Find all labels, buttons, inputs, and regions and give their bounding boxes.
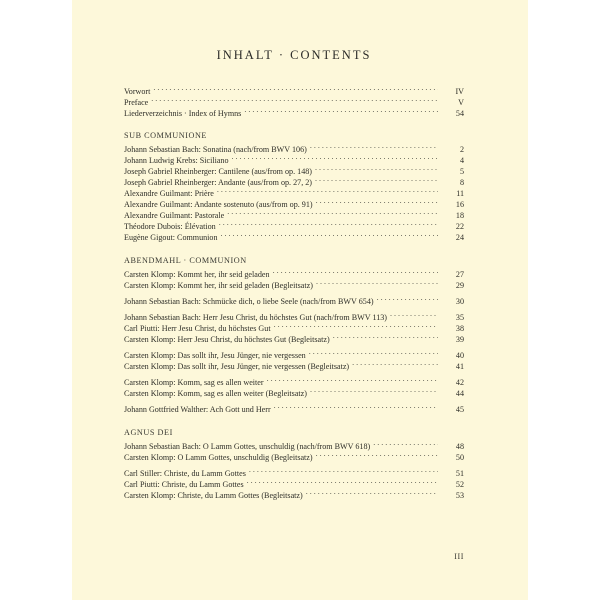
leader-dots [221, 229, 438, 240]
page-title: INHALT · CONTENTS [216, 48, 372, 62]
toc-entry-label: Johann Sebastian Bach: Herr Jesu Christ, du höchstes Gut (nach/from BWV 113) [124, 313, 387, 322]
leader-dots [227, 207, 438, 218]
toc-entry-label: Carsten Klomp: Christe, du Lamm Gottes (Begleitsatz) [124, 491, 303, 500]
toc-entry-page-number: 5 [459, 167, 464, 176]
toc-entry-page-number: 38 [455, 324, 464, 333]
toc-entry-label: Carsten Klomp: Herr Jesu Christ, du höchstes Gut (Begleitsatz) [124, 335, 330, 344]
leader-dots [390, 309, 438, 320]
leader-dots [310, 141, 438, 152]
toc-entry[interactable] [124, 438, 464, 449]
toc-entry-page-number: 2 [459, 145, 464, 154]
leader-dots [274, 401, 438, 412]
toc-entry-label: Carsten Klomp: Komm, sag es allen weiter [124, 378, 264, 387]
toc-entry-page-number: 11 [456, 189, 464, 198]
toc-entry[interactable] [124, 83, 464, 94]
toc-entry-page-number: 44 [455, 389, 464, 398]
toc-entry-label: Carsten Klomp: Kommt her, ihr seid geladen (Begleitsatz) [124, 281, 313, 290]
toc-entry-page-number: 29 [455, 281, 464, 290]
leader-dots [249, 465, 438, 476]
toc-entry-label: Carsten Klomp: Das sollt ihr, Jesu Jünger, nie vergessen [124, 351, 306, 360]
leader-dots [373, 438, 438, 449]
toc-entry-label: Carl Piutti: Herr Jesu Christ, du höchstes Gut [124, 324, 271, 333]
toc-entry-page-number: 24 [455, 233, 464, 242]
leader-dots [352, 358, 438, 369]
toc-entry-page-number: 4 [459, 156, 464, 165]
toc-entry-page-number: 52 [455, 480, 464, 489]
leader-dots [153, 83, 438, 94]
toc-entry-label: Alexandre Guilmant: Andante sostenuto (aus/from op. 91) [124, 200, 313, 209]
toc-entry-page-number: 51 [455, 469, 464, 478]
toc-content [124, 0, 464, 600]
toc-entry-page-number: 39 [455, 335, 464, 344]
toc-entry-label: Carsten Klomp: O Lamm Gottes, unschuldig (Begleitsatz) [124, 453, 313, 462]
toc-entry-label: Carsten Klomp: Kommt her, ihr seid geladen [124, 270, 270, 279]
toc-entry-label: Alexandre Guilmant: Prière [124, 189, 214, 198]
section-heading: ABENDMAHL · COMMUNION [124, 256, 247, 265]
folio-number: III [454, 552, 464, 561]
toc-entry[interactable] [124, 465, 464, 476]
toc-entry-label: Johann Ludwig Krebs: Siciliano [124, 156, 229, 165]
leader-dots [273, 266, 438, 277]
section-heading: AGNUS DEI [124, 428, 173, 437]
toc-entry-page-number: 16 [455, 200, 464, 209]
toc-entry-label: Preface [124, 98, 149, 107]
leader-dots [333, 331, 438, 342]
toc-entry[interactable] [124, 94, 464, 105]
toc-entry-label: Carl Stiller: Christe, du Lamm Gottes [124, 469, 246, 478]
toc-entry-label: Johann Sebastian Bach: Sonatina (nach/from BWV 106) [124, 145, 307, 154]
leader-dots [219, 218, 438, 229]
toc-entry-page-number: 40 [455, 351, 464, 360]
toc-entry-label: Johann Gottfried Walther: Ach Gott und Herr [124, 405, 271, 414]
toc-entry-page-number: 45 [455, 405, 464, 414]
leader-dots [247, 476, 438, 487]
leader-dots [151, 94, 438, 105]
toc-entry-label: Théodore Dubois: Élévation [124, 222, 216, 231]
toc-entry-page-number: 50 [455, 453, 464, 462]
leader-dots [377, 293, 438, 304]
toc-sections [124, 130, 464, 498]
leader-dots [274, 320, 438, 331]
toc-entry-page-number: V [458, 98, 464, 107]
toc-entry-label: Carsten Klomp: Das sollt ihr, Jesu Jünger, nie vergessen (Begleitsatz) [124, 362, 350, 371]
leader-dots [267, 374, 438, 385]
toc-entry-label: Joseph Gabriel Rheinberger: Cantilene (aus/from op. 148) [124, 167, 312, 176]
leader-dots [306, 487, 438, 498]
toc-entry[interactable] [124, 309, 464, 320]
toc-entry-page-number: 48 [455, 442, 464, 451]
toc-entry-page-number: 35 [455, 313, 464, 322]
toc-entry-page-number: 30 [455, 297, 464, 306]
toc-entry-page-number: 22 [455, 222, 464, 231]
leader-dots [309, 347, 438, 358]
leader-dots [315, 163, 438, 174]
toc-entry-label: Liederverzeichnis · Index of Hymns [124, 109, 242, 118]
sheet-music-page [72, 0, 528, 600]
toc-entry-page-number: 18 [455, 211, 464, 220]
leader-dots [316, 449, 438, 460]
toc-entry[interactable] [124, 141, 464, 152]
toc-entry-label: Carl Piutti: Christe, du Lamm Gottes [124, 480, 244, 489]
toc-entry[interactable] [124, 347, 464, 358]
toc-entry-label: Carsten Klomp: Komm, sag es allen weiter (Begleitsatz) [124, 389, 307, 398]
toc-entry-page-number: 53 [455, 491, 464, 500]
leader-dots [232, 152, 438, 163]
toc-entry-page-number: 27 [455, 270, 464, 279]
toc-entry-page-number: IV [455, 87, 464, 96]
toc-entry[interactable] [124, 293, 464, 304]
toc-entry-label: Eugène Gigout: Communion [124, 233, 218, 242]
leader-dots [316, 196, 438, 207]
toc-entry[interactable] [124, 374, 464, 385]
front-matter-list [124, 83, 464, 116]
toc-entry-label: Joseph Gabriel Rheinberger: Andante (aus/from op. 27, 2) [124, 178, 312, 187]
toc-entry-label: Vorwort [124, 87, 151, 96]
toc-entry-page-number: 8 [459, 178, 464, 187]
leader-dots [244, 105, 438, 116]
section-heading: SUB COMMUNIONE [124, 131, 207, 140]
toc-entry-label: Johann Sebastian Bach: Schmücke dich, o liebe Seele (nach/from BWV 654) [124, 297, 374, 306]
toc-entry-label: Alexandre Guilmant: Pastorale [124, 211, 225, 220]
leader-dots [310, 385, 438, 396]
leader-dots [217, 185, 438, 196]
toc-entry[interactable] [124, 266, 464, 277]
leader-dots [315, 174, 438, 185]
toc-entry[interactable] [124, 401, 464, 412]
toc-entry-page-number: 41 [455, 362, 464, 371]
toc-entry-label: Johann Sebastian Bach: O Lamm Gottes, unschuldig (nach/from BWV 618) [124, 442, 371, 451]
toc-entry[interactable] [124, 105, 464, 116]
toc-entry-page-number: 42 [455, 378, 464, 387]
toc-entry-page-number: 54 [455, 109, 464, 118]
leader-dots [316, 277, 438, 288]
